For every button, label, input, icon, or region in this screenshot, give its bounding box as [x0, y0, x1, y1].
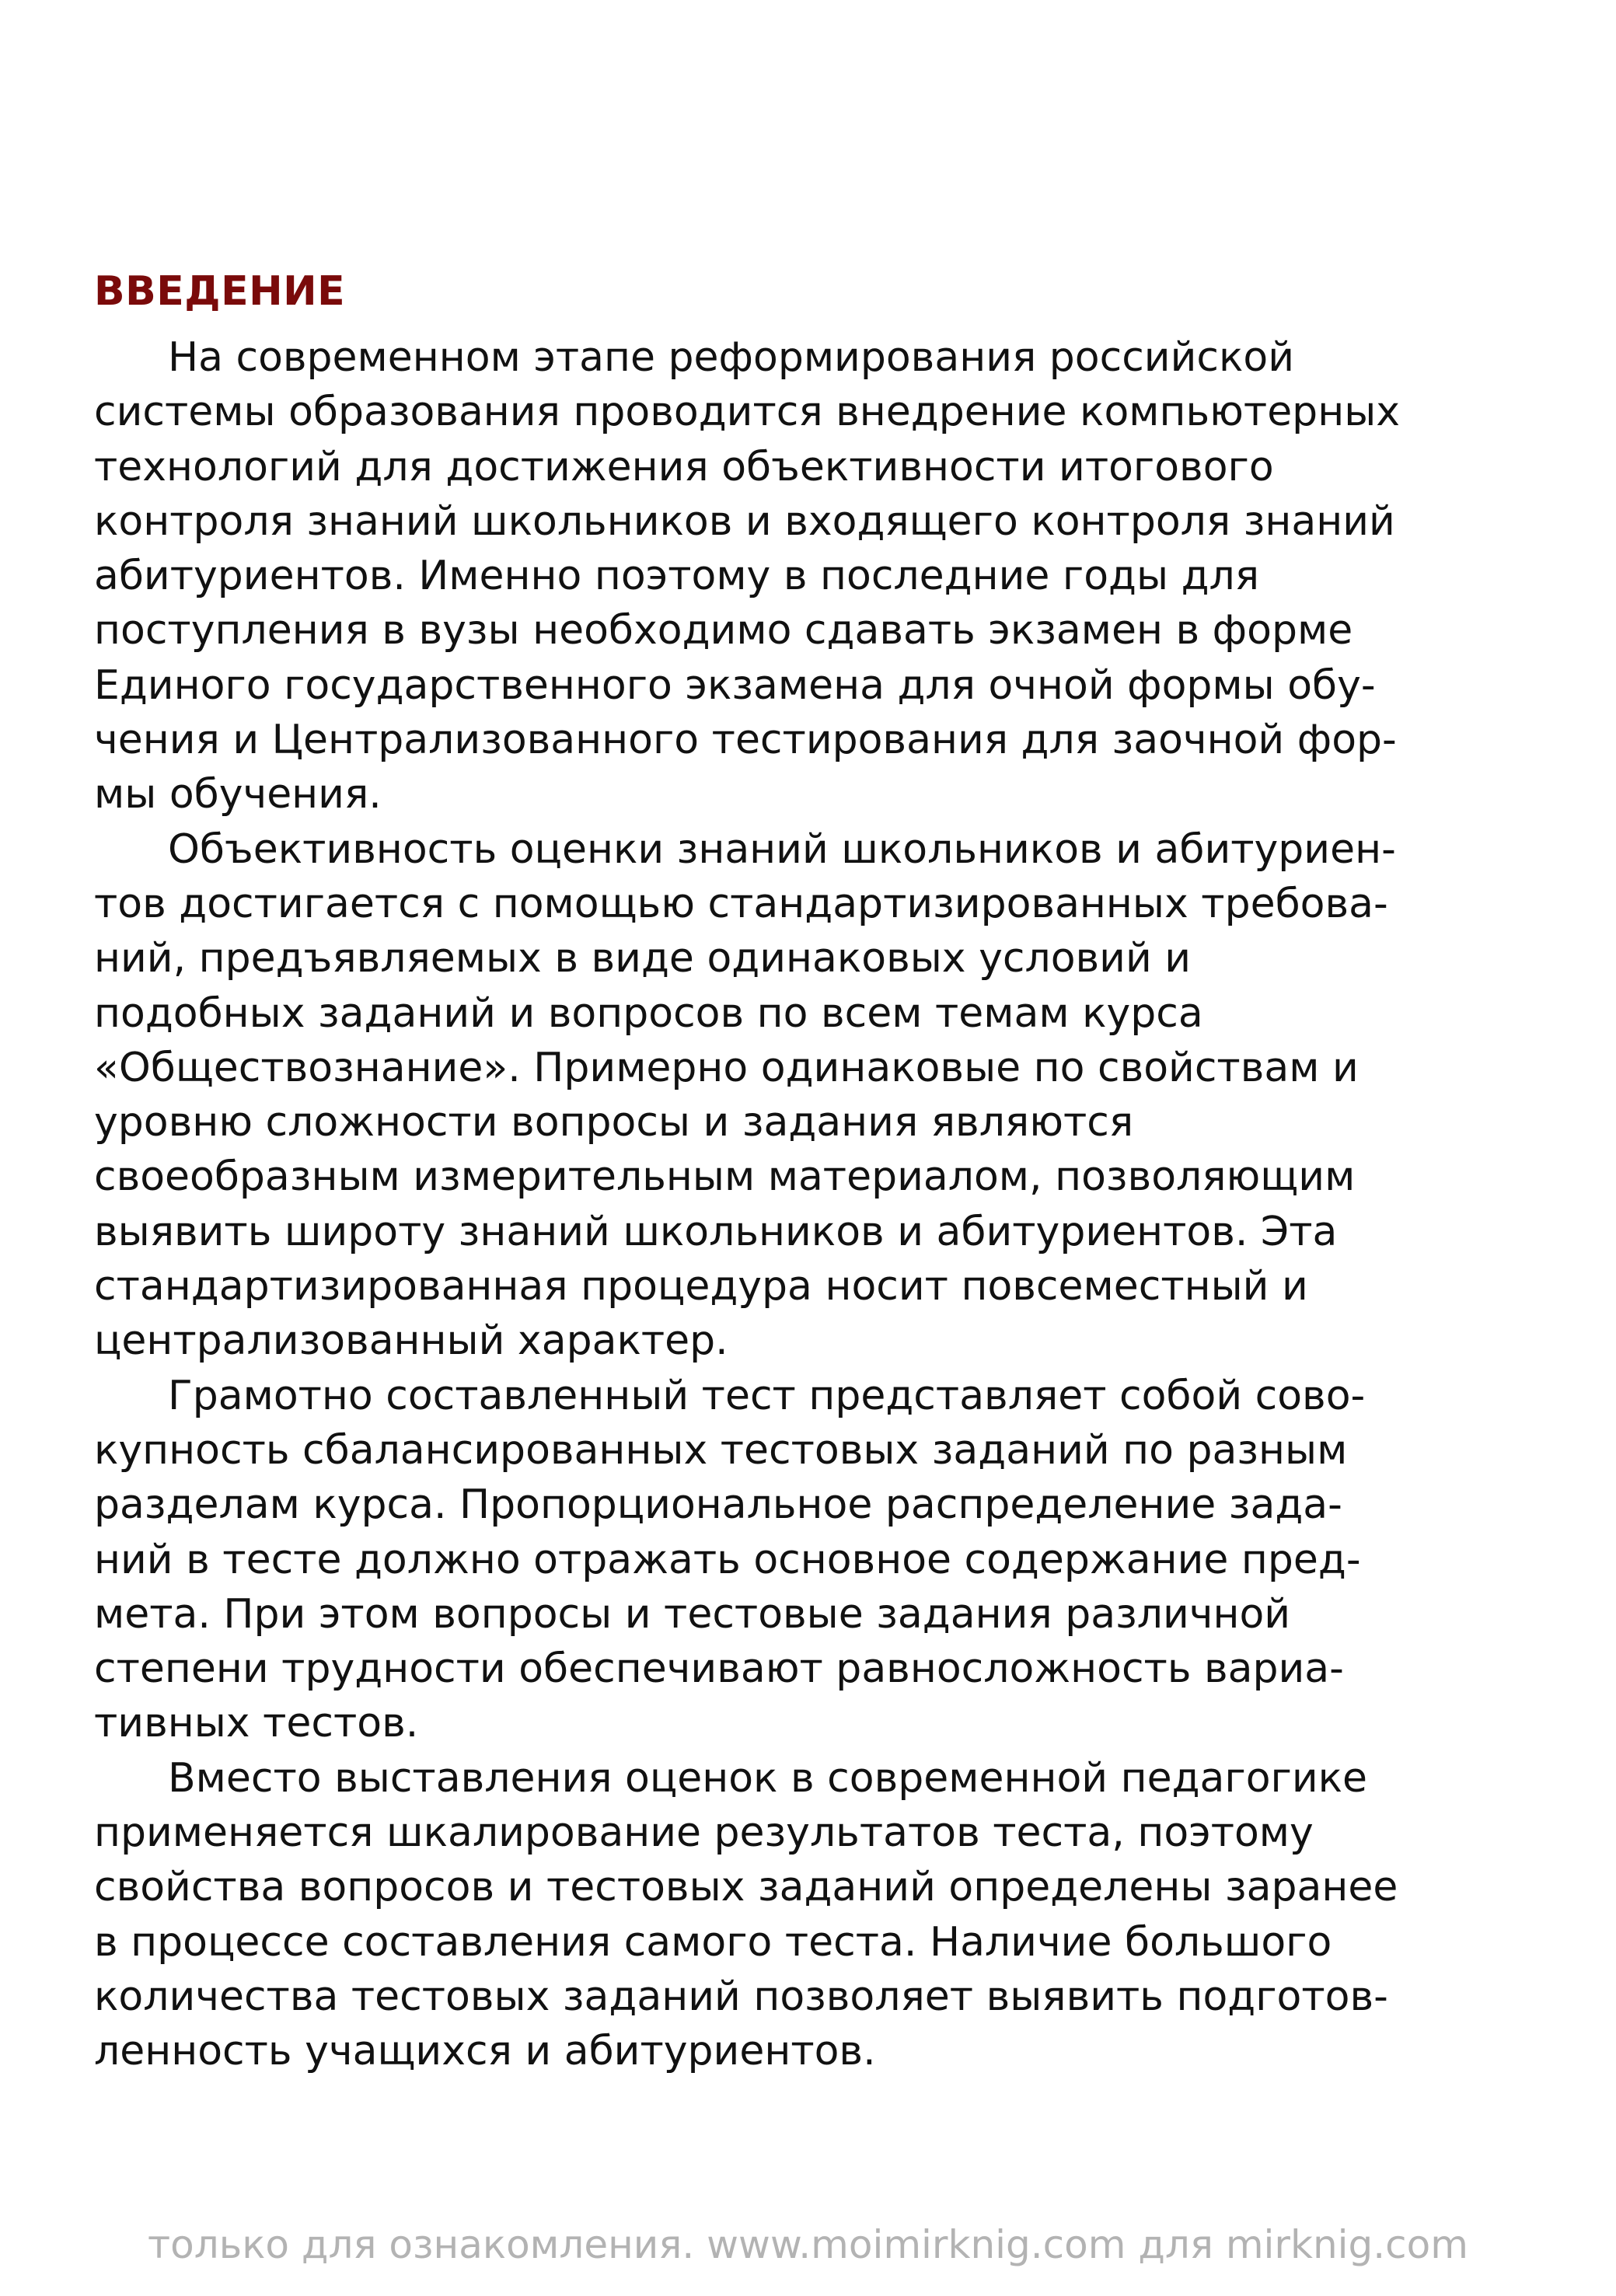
text-line: контроля знаний школьников и входящего контроля знаний	[94, 497, 1395, 545]
text-line: тивных тестов.	[94, 1700, 419, 1747]
text-line: уровню сложности вопросы и задания являются	[94, 1099, 1134, 1146]
text-line: ленность учащихся и абитуриентов.	[94, 2028, 876, 2075]
text-line: Единого государственного экзамена для очной формы обу-	[94, 661, 1376, 709]
paragraph	[94, 1369, 1544, 1751]
text-line: в процессе составления самого теста. Наличие большого	[94, 1918, 1332, 1966]
text-line: количества тестовых заданий позволяет выявить подготов-	[94, 1973, 1388, 2020]
text-line: Вместо выставления оценок в современной педагогике	[168, 1754, 1368, 1802]
text-line: системы образования проводится внедрение компьютерных	[94, 389, 1401, 436]
watermark-text: только для ознакомления. www.moimirknig.com для mirknig.com	[148, 2222, 1468, 2267]
text-line: На современном этапе реформирования российской	[168, 334, 1294, 381]
text-line: разделам курса. Пропорциональное распределение зада-	[94, 1481, 1342, 1529]
text-line: ний в тесте должно отражать основное содержание пред-	[94, 1536, 1361, 1583]
text-line: поступления в вузы необходимо сдавать экзамен в форме	[94, 607, 1353, 654]
text-line: степени трудности обеспечивают равносложность вариа-	[94, 1645, 1344, 1693]
text-line: централизованный характер.	[94, 1317, 728, 1365]
text-line: подобных заданий и вопросов по всем темам курса	[94, 989, 1203, 1037]
text-line: чения и Централизованного тестирования для заочной фор-	[94, 717, 1397, 764]
text-line: купность сбалансированных тестовых заданий по разным	[94, 1426, 1348, 1474]
text-line: ний, предъявляемых в виде одинаковых условий и	[94, 935, 1192, 982]
paragraph	[94, 1751, 1544, 2079]
text-line: Грамотно составленный тест представляет собой сово-	[168, 1372, 1366, 1419]
text-line: выявить широту знаний школьников и абитуриентов. Эта	[94, 1208, 1338, 1255]
text-line: Объективность оценки знаний школьников и абитуриен-	[168, 825, 1396, 873]
text-line: мета. При этом вопросы и тестовые задания различной	[94, 1590, 1291, 1638]
text-line: свойства вопросов и тестовых заданий определены заранее	[94, 1864, 1398, 1911]
body-text	[94, 330, 1544, 2079]
text-line: мы обучения.	[94, 771, 382, 818]
paragraph	[94, 330, 1544, 822]
text-line: применяется шкалирование результатов теста, поэтому	[94, 1809, 1314, 1857]
text-line: абитуриентов. Именно поэтому в последние годы для	[94, 553, 1260, 600]
text-line: тов достигается с помощью стандартизированных требова-	[94, 880, 1388, 927]
paragraph	[94, 822, 1544, 1369]
text-line: своеобразным измерительным материалом, позволяющим	[94, 1153, 1356, 1201]
text-line: «Обществознание». Примерно одинаковые по свойствам и	[94, 1044, 1359, 1091]
text-line: технологий для достижения объективности итогового	[94, 443, 1274, 490]
section-heading: ВВЕДЕНИЕ	[94, 268, 346, 315]
text-line: стандартизированная процедура носит повсеместный и	[94, 1263, 1308, 1310]
